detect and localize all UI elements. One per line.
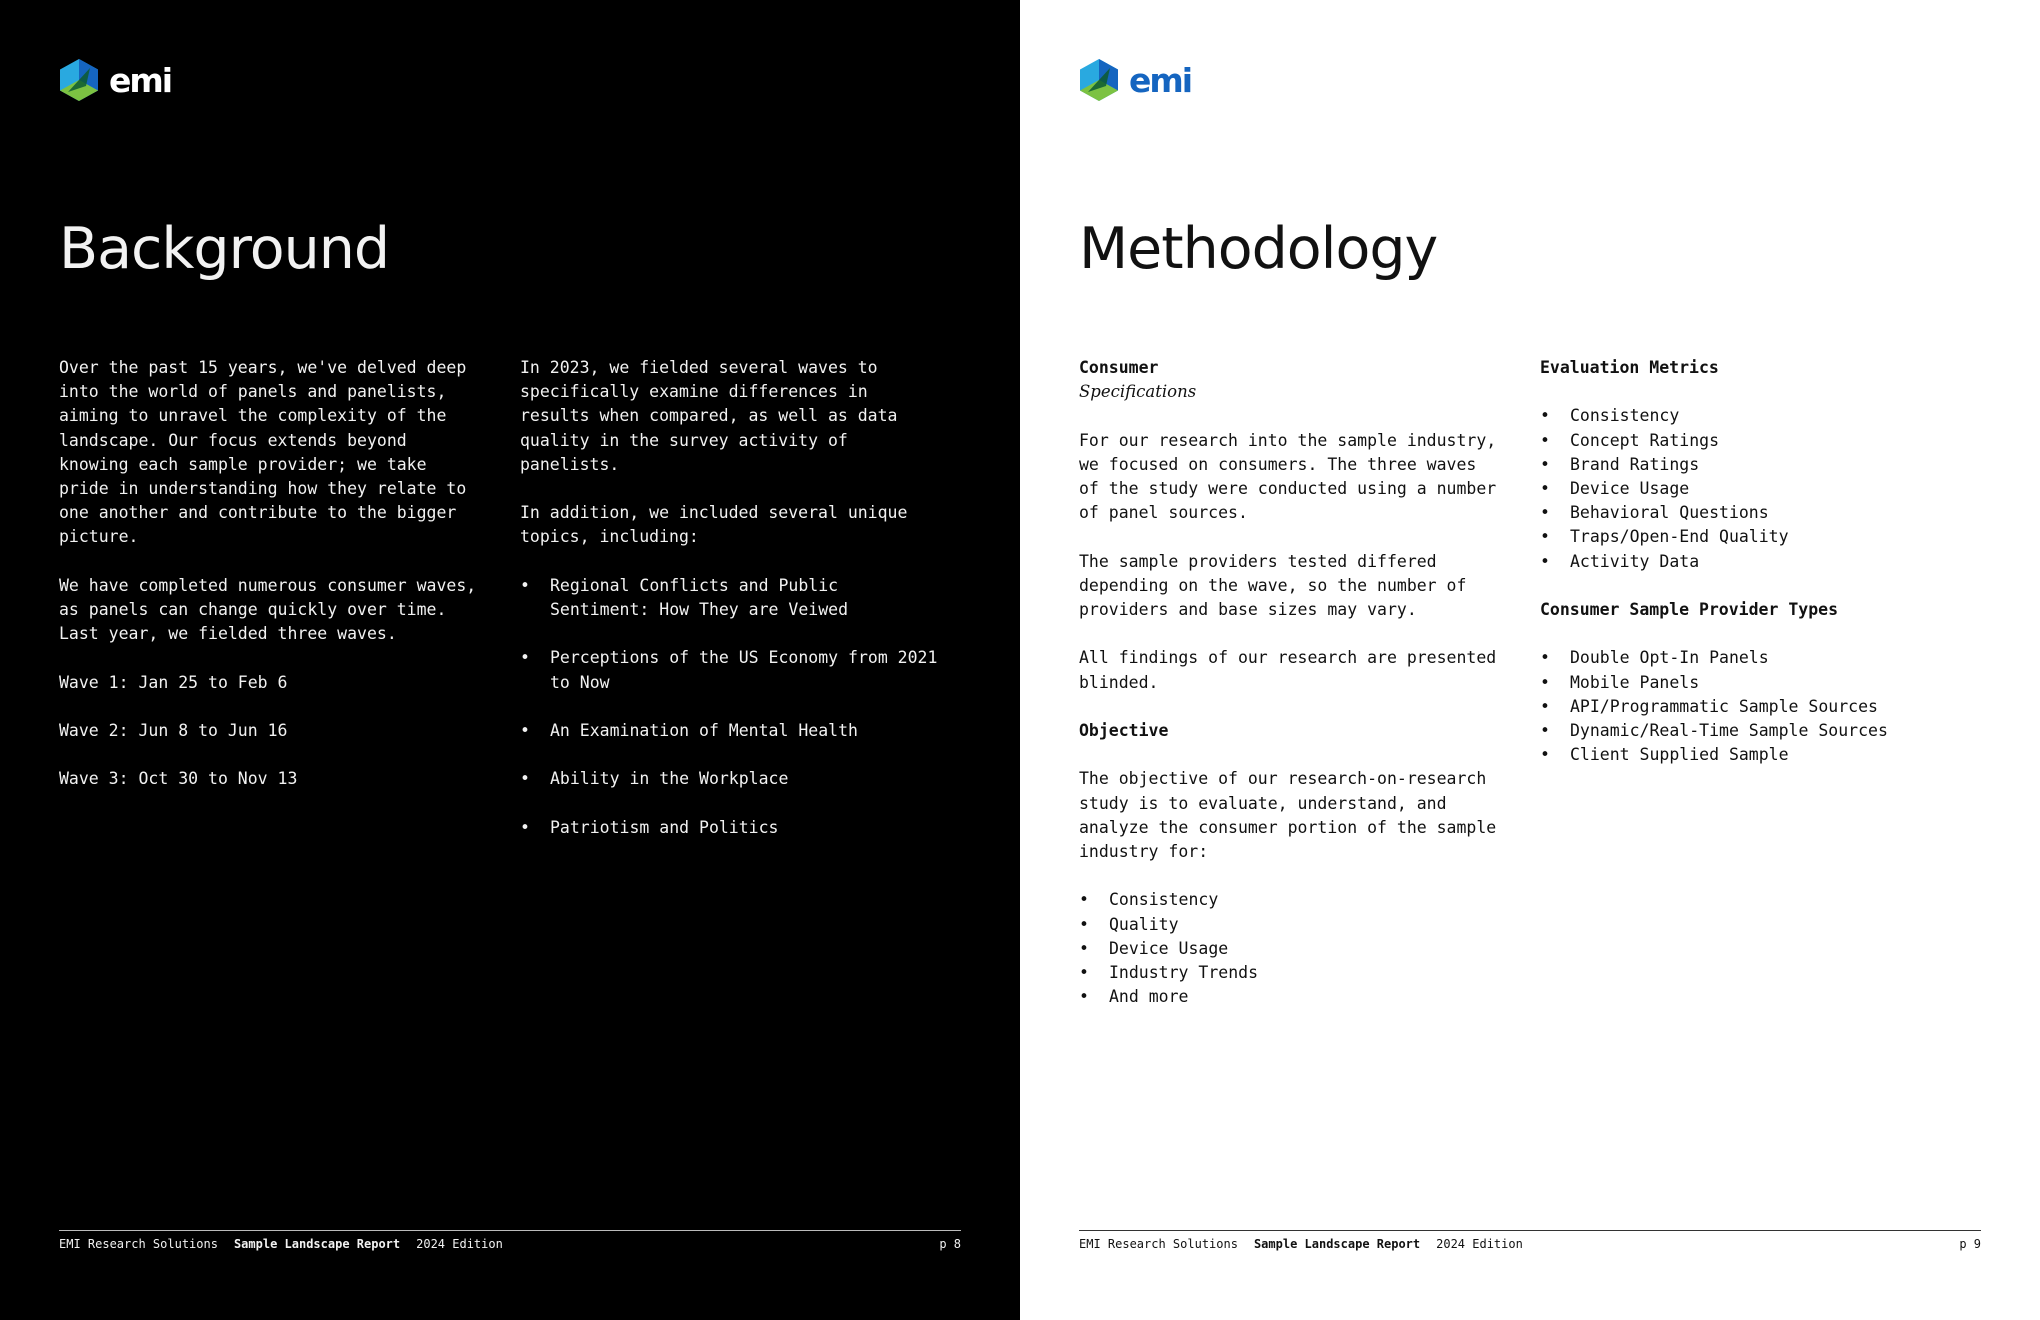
paragraph: All findings of our research are presented blinded. [1079,648,1497,692]
section-heading-provider-types: Consumer Sample Provider Types [1540,600,1839,619]
list-item: • Industry Trends [1079,961,1499,985]
footer-report: Sample Landscape Report [233,1237,401,1251]
page-footer [59,1230,961,1251]
list-item: • Device Usage [1079,937,1499,961]
emi-hexagon-logo-icon [1079,58,1119,102]
list-item: • Mobile Panels [1540,671,1980,695]
provider-types-list [1540,646,1980,767]
logo-wordmark: emi [1129,60,1192,100]
topics-list [520,574,940,840]
list-item: • Patriotism and Politics [520,816,940,840]
logo [1079,58,1191,102]
emi-hexagon-logo-icon [59,58,99,102]
section-heading-consumer: Consumer [1079,358,1159,377]
paragraph: Over the past 15 years, we've delved deep into the world of panels and panelists, aiming to unravel the complexity of the landscape. Our focus extends beyond knowing each sample provider; we take pride in understanding how they relate to one another and contribute to the bigger picture. [59,358,467,547]
objectives-list [1079,888,1499,1009]
list-item: • An Examination of Mental Health [520,719,940,743]
paragraph: We have completed numerous consumer waves, as panels can change quickly over time. Last year, we fielded three waves. [59,575,477,644]
background-column-2 [520,356,940,864]
wave-dates: Wave 2: Jun 8 to Jun 16 [59,721,288,740]
methodology-column-1 [1079,356,1499,1034]
section-heading-objective: Objective [1079,720,1169,740]
page-footer [1079,1230,1981,1251]
list-item: • Behavioral Questions [1540,501,1980,525]
section-subheading-specifications: Specifications [1079,382,1197,402]
page-number: p 8 [939,1237,961,1251]
list-item: • Activity Data [1540,550,1980,574]
page-number: p 9 [1959,1237,1981,1251]
methodology-column-2 [1540,356,1980,792]
list-item: • Consistency [1540,404,1980,428]
list-item: • Concept Ratings [1540,429,1980,453]
paragraph: The objective of our research-on-research study is to evaluate, understand, and analyze the consumer portion of the sample industry for: [1079,769,1497,861]
list-item: • Regional Conflicts and Public Sentiment: How They are Veiwed [520,574,940,622]
list-item: • Traps/Open-End Quality [1540,525,1980,549]
list-item: • Consistency [1079,888,1499,912]
footer-edition: 2024 Edition [1436,1237,1523,1251]
list-item: • Double Opt-In Panels [1540,646,1980,670]
wave-dates: Wave 1: Jan 25 to Feb 6 [59,672,288,692]
list-item: • Client Supplied Sample [1540,743,1980,767]
list-item: • Brand Ratings [1540,453,1980,477]
footer-org: EMI Research Solutions [1079,1237,1238,1251]
list-item: • Device Usage [1540,477,1980,501]
wave-dates: Wave 3: Oct 30 to Nov 13 [59,769,298,789]
paragraph: The sample providers tested differed depending on the wave, so the number of providers and base sizes may vary. [1079,551,1467,619]
page-right-methodology [1020,0,2040,1320]
metrics-list [1540,404,1980,573]
list-item: • And more [1079,985,1499,1009]
list-item: • Perceptions of the US Economy from 2021 to Now [520,646,940,694]
logo-wordmark: emi [109,60,172,100]
list-item: • API/Programmatic Sample Sources [1540,695,1980,719]
section-heading-evaluation-metrics: Evaluation Metrics [1540,358,1719,377]
logo [59,58,171,102]
footer-edition: 2024 Edition [416,1237,503,1251]
footer-report: Sample Landscape Report [1253,1237,1421,1251]
paragraph: For our research into the sample industry, we focused on consumers. The three waves of the study were conducted using a number of panel sources. [1079,430,1497,523]
list-item: • Dynamic/Real-Time Sample Sources [1540,719,1980,743]
page-title: Methodology [1079,216,1438,282]
footer-org: EMI Research Solutions [59,1237,218,1251]
paragraph: In addition, we included several unique topics, including: [520,503,908,547]
background-column-1 [59,356,479,816]
list-item: • Quality [1079,913,1499,937]
list-item: • Ability in the Workplace [520,767,940,791]
paragraph: In 2023, we fielded several waves to specifically examine differences in results when compared, as well as data quality in the survey activity of panelists. [520,358,898,474]
page-title: Background [59,216,390,282]
